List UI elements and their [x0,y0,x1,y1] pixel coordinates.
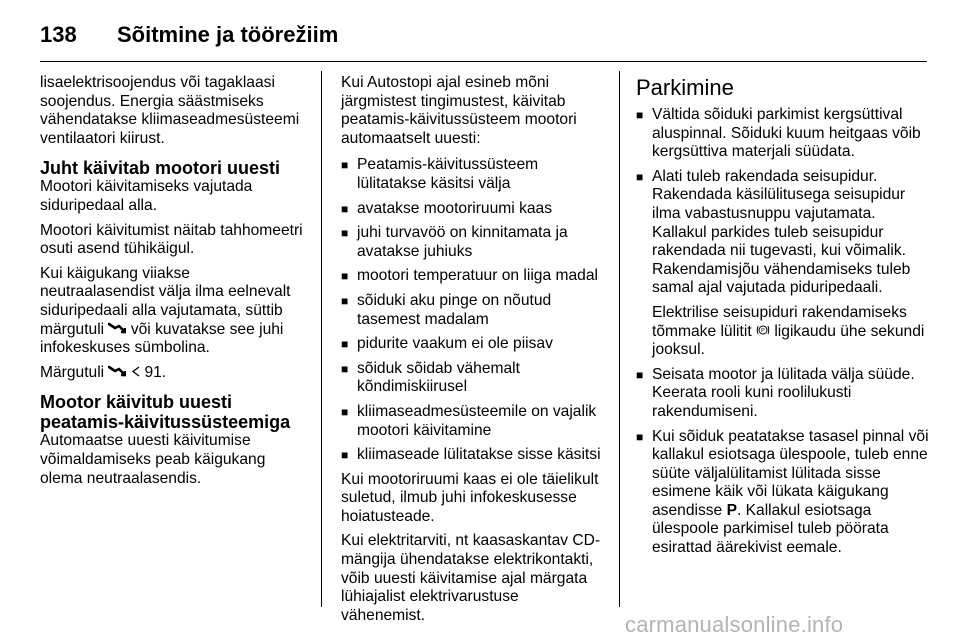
square-bullet-icon: ■ [341,404,349,419]
text-part: Kui käigukang viiakse neutraalasendist välja ilma eelnevalt siduripedaali alla vajutamata, süttib märgutuli [40,264,291,338]
list-item: ■ Kui sõiduk peatatakse tasasel pinnal või kallakul esiotsaga ülespoole, tuleb enne süüte väljalülitamist lülitada sisse esimene käik või lükata käigukang asendisse P. Kallakul esiotsaga ülespoole parkimisel tuleb pöörata esirattad äärekivist eemale. [636,427,929,557]
conditions-list [341,156,606,464]
page-reference-link[interactable]: 91. [144,363,167,381]
list-item: ■ sõiduk sõidab vähemalt kõndimiskiirusel [341,359,520,396]
column-1 [40,74,305,494]
page-title: Sõitmine ja töörežiim [117,22,339,47]
square-bullet-icon: ■ [341,226,349,241]
watermark: carmanualsonline.info [625,612,844,637]
paragraph-indicator-ref [40,364,305,383]
parking-list [636,106,931,558]
square-bullet-icon: ■ [341,361,349,376]
paragraph-restart-3 [40,265,305,358]
column-divider-2 [619,71,620,607]
shift-indicator-icon [108,321,126,340]
text-part: või kuvatakse see juhi infokeskuses sümbolina. [40,320,284,357]
shift-indicator-icon [108,364,126,383]
parking-brake-switch-icon [756,323,770,342]
list-item: ■ sõiduki aku pinge on nõutud tasemest madalam [341,291,552,328]
list-item: ■ avatakse mootoriruumi kaas [341,199,553,217]
list-item: ■ kliimaseadmesüsteemile on vajalik mootori käivitamine [341,402,597,439]
paragraph-power-drop: Kui elektritarviti, nt kaasaskantav CD-mängija ühendatakse elektrikontakti, võib uuesti käivitamise ajal märgata lühiajalist elektrivarustuse vähenemist. [341,532,601,624]
paragraph-restart-2: Mootori käivitumist näitab tahhomeetri osuti asend tühikäigul. [40,221,303,258]
square-bullet-icon: ■ [341,448,349,463]
column-2 [341,74,606,631]
list-item: ■ mootori temperatuur on liiga madal [341,267,598,285]
text-part: Märgutuli [40,363,105,381]
square-bullet-icon: ■ [341,158,349,173]
heading-driver-restart: Juht käivitab mootori uuesti [40,158,281,179]
heading-auto-restart: Mootor käivitub uuesti peatamis-käivitussüsteemiga [40,392,291,433]
paragraph-intro: lisaelektrisoojendus või tagaklaasi soojendus. Energia säästmiseks vähendatakse kliimaseadmesüsteemi ventilaatori kiirust. [40,74,300,147]
column-3 [636,74,931,564]
svg-text:P: P [761,327,765,334]
column-divider-1 [321,71,322,607]
square-bullet-icon: ■ [341,201,349,216]
page-reference-icon [131,365,145,380]
gear-position-label: P [726,501,737,519]
square-bullet-icon: ■ [341,269,349,284]
square-bullet-icon: ■ [636,429,644,444]
list-item: ■ pidurite vaakum ei ole piisav [341,335,553,353]
square-bullet-icon: ■ [636,367,644,382]
list-item [636,168,931,360]
square-bullet-icon: ■ [636,108,644,122]
header-rule [40,61,927,62]
list-item: ■ Seisata mootor ja lülitada välja süüde. Keerata rooli kuni roolilukusti rakendumiseni. [636,365,915,420]
list-item: ■ juhi turvavöö on kinnitamata ja avatakse juhiuks [341,224,568,260]
paragraph-hood-warning: Kui mootoriruumi kaas ei ole täielikult suletud, ilmub juhi infokeskusesse hoiatusteade. [341,470,599,525]
paragraph-conditions-intro: Kui Autostopi ajal esineb mõni järgmistest tingimustest, käivitab peatamis-käivitussüsteem mootori automaatselt uuesti: [341,74,577,147]
paragraph-handbrake: Alati tuleb rakendada seisupidur. Rakendada käsilülitusega seisupidur ilma vabastusnuppu vajutamata. Kallakul parkides tuleb seisupidur rakendada nii tugevasti, kui võimalik. Rakendamisjõu vähendamiseks tuleb samal ajal vajutada piduripedaali. [652,167,911,297]
list-item: ■ Peatamis-käivitussüsteem lülitatakse käsitsi välja [341,156,539,192]
paragraph-auto-restart: Automaatse uuesti käivitumise võimaldamiseks peab käigukang olema neutraalasendis. [40,432,266,487]
heading-parking: Parkimine [636,75,734,100]
page-number: 138 [40,22,77,47]
list-item: ■ kliimaseade lülitatakse sisse käsitsi [341,446,601,464]
paragraph-restart-1: Mootori käivitamiseks vajutada siduripedaal alla. [40,178,253,214]
square-bullet-icon: ■ [341,293,349,308]
list-item: ■ Vältida sõiduki parkimist kergsüttival aluspinnal. Sõiduki kuum heitgaas võib kergsüttiva materjali süüdata. [636,106,921,161]
page-header [0,0,960,60]
square-bullet-icon: ■ [636,169,644,184]
paragraph-electric-brake: Elektrilise seisupiduri rakendamiseks tõmmake lülitit P ligikaudu ühe sekundi jooksul. [652,303,925,359]
square-bullet-icon: ■ [341,337,349,352]
